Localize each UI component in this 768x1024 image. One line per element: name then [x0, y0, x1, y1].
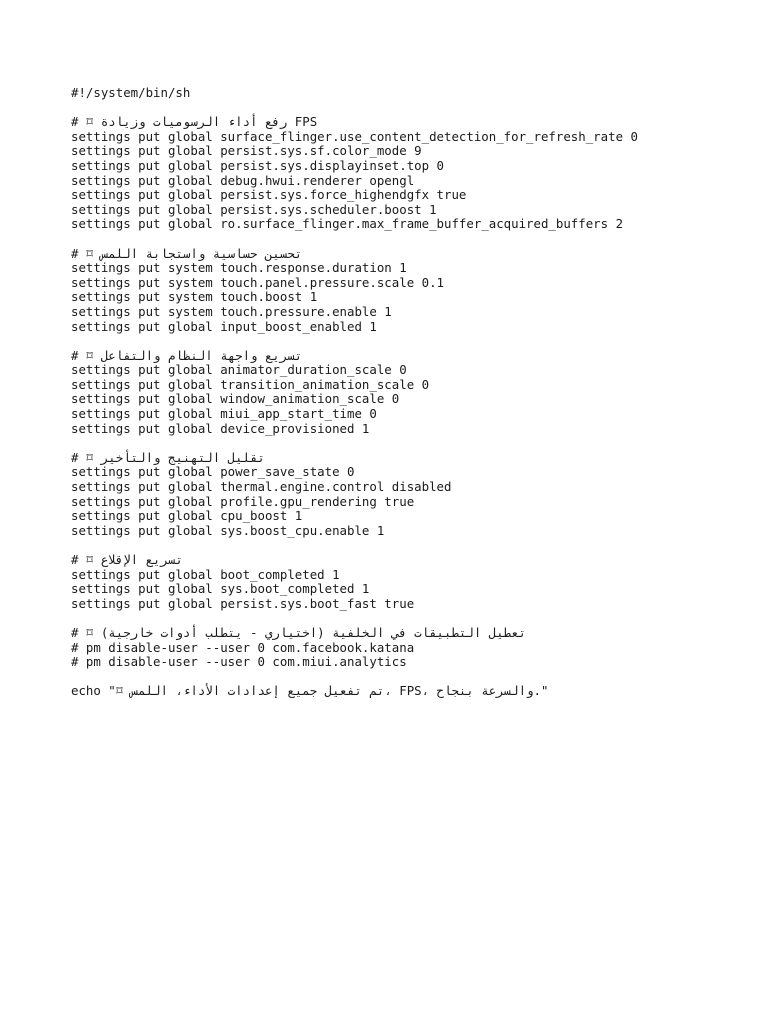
command-line: settings put global debug.hwui.renderer opengl	[71, 172, 415, 188]
section-touch	[71, 247, 751, 335]
echo-line: echo "⌑ تم تفعيل جميع إعدادات الأداء، اللمس، FPS، والسرعة بنجاح."	[71, 683, 549, 699]
section-comment: # ⌑ رفع أداء الرسوميات وزيادة FPS	[71, 114, 318, 130]
section-ui-speed	[71, 349, 751, 437]
command-line: settings put global persist.sys.sf.color_mode 9	[71, 143, 422, 159]
command-line: # pm disable-user --user 0 com.miui.analytics	[71, 654, 407, 670]
section-boot	[71, 553, 751, 611]
command-line: settings put global window_animation_scale 0	[71, 391, 400, 407]
command-line: settings put system touch.panel.pressure.scale 0.1	[71, 274, 444, 290]
echo-block	[71, 684, 751, 699]
command-line: settings put global persist.sys.scheduler.boost 1	[71, 201, 437, 217]
command-line: settings put global persist.sys.boot_fast true	[71, 595, 415, 611]
command-line: settings put global sys.boot_completed 1	[71, 581, 370, 597]
section-comment: # ⌑ تقليل التهنيج والتأخير	[71, 449, 265, 465]
command-line: settings put system touch.response.duration 1	[71, 260, 407, 276]
command-line: settings put global persist.sys.force_highendgfx true	[71, 187, 467, 203]
section-comment: # ⌑ تعطيل التطبيقات في الخلفية (اختياري - يتطلب أدوات خارجية)	[71, 624, 527, 640]
command-line: settings put global animator_duration_scale 0	[71, 362, 407, 378]
section-background-apps	[71, 626, 751, 670]
shebang-block	[71, 86, 751, 101]
command-line: settings put global transition_animation_scale 0	[71, 376, 430, 392]
command-line: settings put global input_boost_enabled 1	[71, 318, 377, 334]
command-line: settings put global device_provisioned 1	[71, 420, 370, 436]
command-line: settings put system touch.pressure.enable 1	[71, 303, 392, 319]
command-line: settings put system touch.boost 1	[71, 289, 318, 305]
command-line: settings put global sys.boost_cpu.enable 1	[71, 522, 385, 538]
command-line: settings put global surface_flinger.use_content_detection_for_refresh_rate 0	[71, 128, 638, 144]
section-comment: # ⌑ تسريع الإقلاع	[71, 552, 183, 567]
shebang-line: #!/system/bin/sh	[71, 85, 191, 100]
script-document	[71, 86, 751, 714]
section-comment: # ⌑ تسريع واجهة النظام والتفاعل	[71, 347, 303, 363]
section-comment: # ⌑ تحسين حساسية واستجابة اللمس	[71, 245, 303, 261]
section-graphics-fps	[71, 115, 751, 232]
command-line: settings put global cpu_boost 1	[71, 508, 303, 524]
command-line: settings put global power_save_state 0	[71, 464, 355, 480]
section-lag-reduction	[71, 451, 751, 539]
command-line: # pm disable-user --user 0 com.facebook.katana	[71, 639, 415, 655]
command-line: settings put global profile.gpu_rendering true	[71, 493, 415, 509]
command-line: settings put global persist.sys.displayinset.top 0	[71, 157, 444, 173]
command-line: settings put global ro.surface_flinger.max_frame_buffer_acquired_buffers 2	[71, 216, 624, 232]
command-line: settings put global thermal.engine.control disabled	[71, 479, 452, 495]
command-line: settings put global miui_app_start_time 0	[71, 406, 377, 422]
command-line: settings put global boot_completed 1	[71, 566, 340, 582]
